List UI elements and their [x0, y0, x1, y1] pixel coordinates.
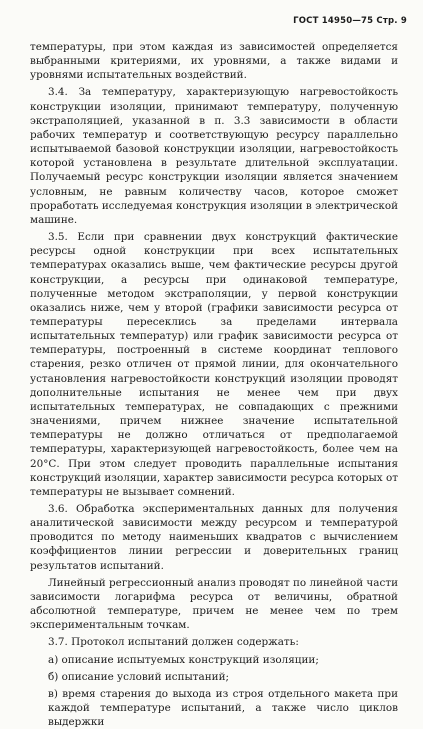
document-body: [30, 40, 398, 729]
list-item-c: в) время старения до выхода из строя отдельного макета при каждой температуре испытаний, а также число циклов выдержки: [48, 687, 398, 729]
paragraph-3-5: 3.5. Если при сравнении двух конструкций фактические ресурсы одной конструкции при всех испытательных температурах оказались выше, чем фактические ресурсы другой конструкции, а ресурсы при одинаковой температуре, полученные методом экстраполяции, у первой конструкции оказались ниже, чем у второй (графики зависимости ресурса от температуры пересеклись за пределами интервала испытательных температур) или график зависимости ресурса от температуры, построенный в системе координат теплового старения, резко отличен от прямой линии, для окончательного установления нагревостойкости конструкций изоляции проводят дополнительные испытания не менее чем при двух испытательных температурах, не совпадающих с прежними значениями, причем нижнее значение испытательной температуры не должно отличаться от предполагаемой температуры, характеризующей нагревостойкость, более чем на 20°С. При этом следует проводить параллельные испытания конструкций изоляции, характер зависимости ресурса которых от температуры не вызывает сомнений.: [30, 231, 398, 498]
paragraph-3-4: 3.4. За температуру, характеризующую нагревостойкость конструкции изоляции, принимают температуру, полученную экстраполяцией, указанной в п. 3.3 зависимости в области рабочих температур и соответствующую ресурсу параллельно испытываемой базовой конструкции изоляции, нагревостойкость которой установлена в результате длительной эксплуатации. Получаемый ресурс конструкции изоляции является значением условным, не равным количеству часов, которое сможет проработать исследуемая конструкция изоляции в электрической машине.: [30, 86, 398, 226]
paragraph-3-7: 3.7. Протокол испытаний должен содержать:: [48, 636, 299, 649]
list-item-a: а) описание испытуемых конструкций изоляции;: [48, 653, 319, 666]
paragraph-regression-analysis: Линейный регрессионный анализ проводят по линейной части зависимости логарифма ресурса от величины, обратной абсолютной температуре, причем не менее чем по трем экспериментальным точкам.: [30, 576, 398, 632]
page-header: ГОСТ 14950—75 Стр. 9: [293, 16, 407, 26]
paragraph-3-6: 3.6. Обработка экспериментальных данных для получения аналитической зависимости между ресурсом и температурой проводится по методу наименьших квадратов с вычислением коэффициентов линии регрессии и доверительных границ результатов испытаний.: [30, 503, 398, 572]
paragraph-continuation: температуры, при этом каждая из зависимостей определяется выбранными критериями, их уровнями, а также видами и уровнями испытательных воздействий.: [30, 41, 398, 82]
list-item-b: б) описание условий испытаний;: [48, 670, 229, 683]
